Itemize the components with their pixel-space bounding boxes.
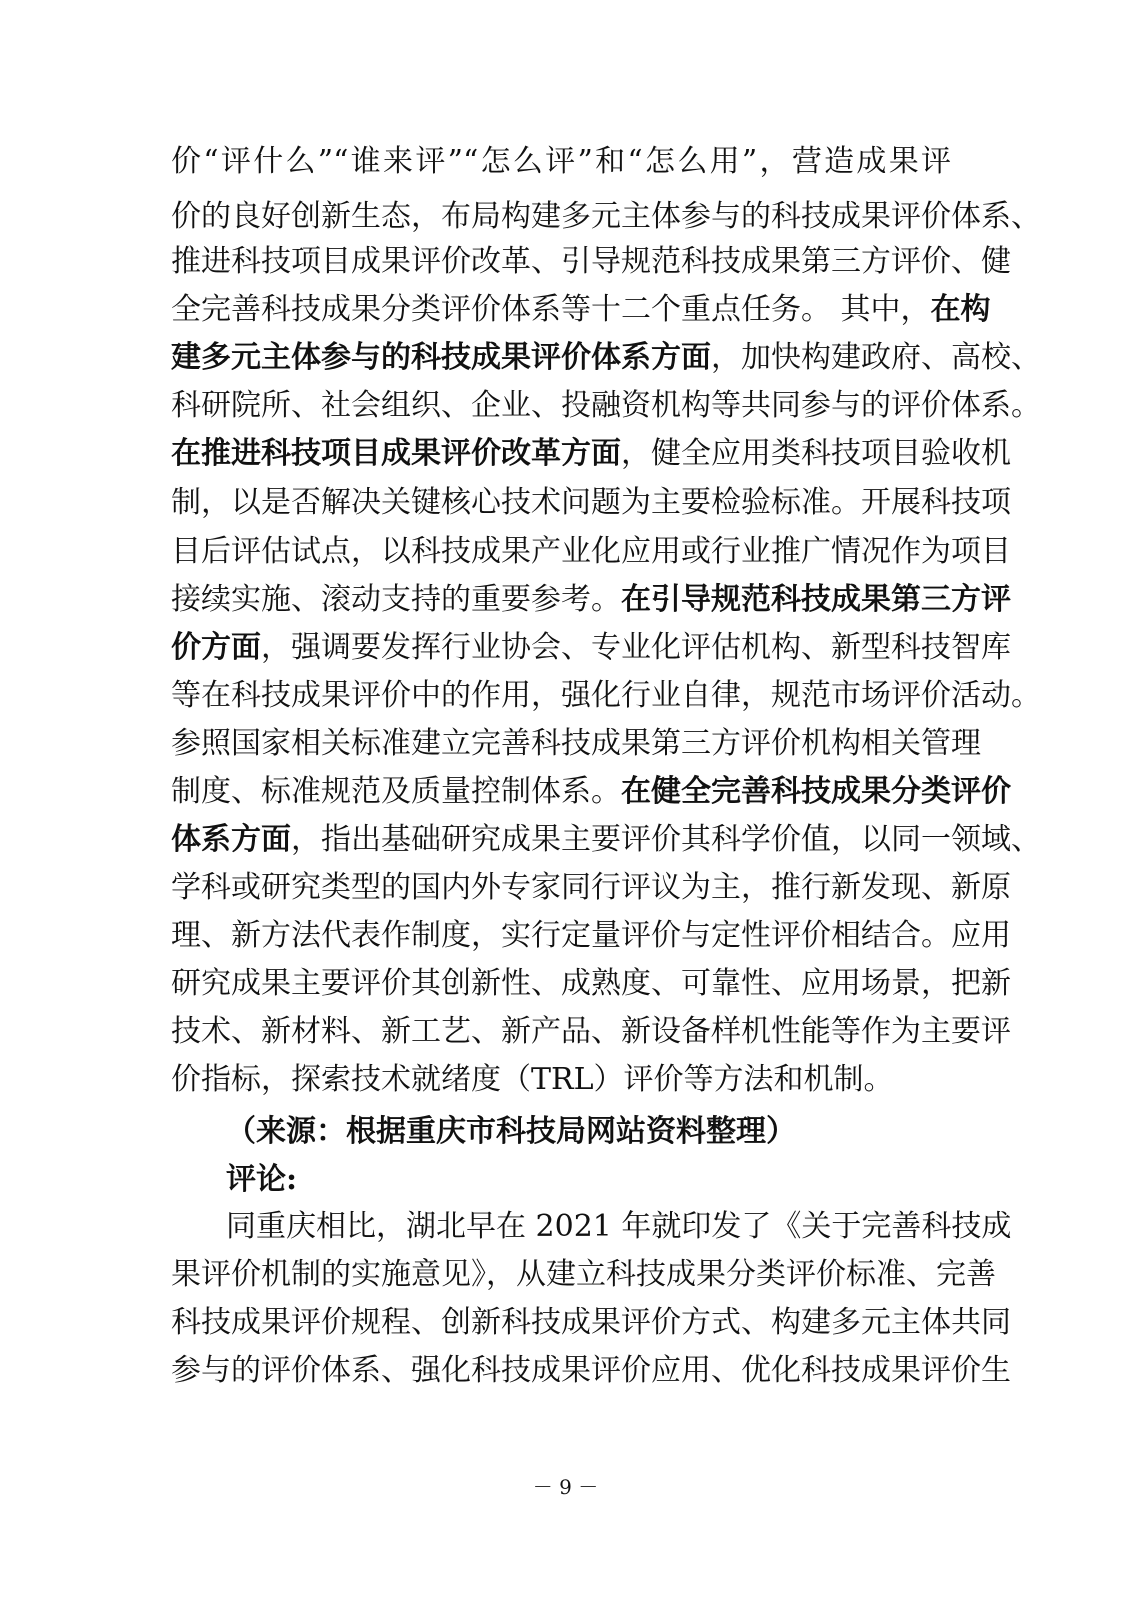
text-line: 价指标，探索技术就绪度（TRL）评价等方法和机制。 <box>171 1062 894 1097</box>
bold-text-run: 在构 <box>930 292 991 327</box>
text-run: ，加快构建政府、高校、 <box>711 340 1041 375</box>
text-line: 目后评估试点，以科技成果产业化应用或行业推广情况作为项目 <box>171 534 1011 569</box>
text-line <box>171 818 1041 862</box>
text-line: 技术、新材料、新工艺、新产品、新设备样机性能等作为主要评 <box>171 1014 1011 1049</box>
text-line: 价的良好创新生态，布局构建多元主体参与的科技成果评价体系、 <box>171 199 1041 234</box>
source-note: （来源：根据重庆市科技局网站资料整理） <box>226 1114 796 1149</box>
bold-text-run: 在推进科技项目成果评价改革方面 <box>171 436 621 471</box>
page-number: － 9 － <box>532 1475 599 1499</box>
text-line: 参与的评价体系、强化科技成果评价应用、优化科技成果评价生 <box>171 1353 1011 1388</box>
text-line: 推进科技项目成果评价改革、引导规范科技成果第三方评价、健 <box>171 244 1011 279</box>
text-line <box>171 432 1011 476</box>
text-line: 研究成果主要评价其创新性、成熟度、可靠性、应用场景，把新 <box>171 966 1011 1001</box>
text-run: 制度、标准规范及质量控制体系。 <box>171 774 621 809</box>
bold-text-run: 价方面 <box>171 630 261 665</box>
text-line: 等在科技成果评价中的作用，强化行业自律，规范市场评价活动。 <box>171 678 1041 713</box>
text-line <box>171 626 1011 670</box>
text-line <box>171 336 1041 380</box>
text-line: 学科或研究类型的国内外专家同行评议为主，推行新发现、新原 <box>171 870 1011 905</box>
bold-text-run: 建多元主体参与的科技成果评价体系方面 <box>171 340 711 375</box>
text-line <box>171 288 991 332</box>
text-line: 理、新方法代表作制度，实行定量评价与定性评价相结合。应用 <box>171 918 1011 953</box>
text-line: 同重庆相比，湖北早在 2021 年就印发了《关于完善科技成 <box>226 1209 1012 1244</box>
bold-text-run: 在引导规范科技成果第三方评 <box>621 582 1011 617</box>
text-line: 科技成果评价规程、创新科技成果评价方式、构建多元主体共同 <box>171 1305 1011 1340</box>
text-line: 制，以是否解决关键核心技术问题为主要检验标准。开展科技项 <box>171 485 1011 520</box>
comment-heading: 评论: <box>226 1162 298 1197</box>
text-line: 参照国家相关标准建立完善科技成果第三方评价机构相关管理 <box>171 726 981 761</box>
text-line: 果评价机制的实施意见》，从建立科技成果分类评价标准、完善 <box>171 1257 996 1292</box>
text-line: 价“评什么”“谁来评”“怎么评”和“怎么用”，营造成果评 <box>171 144 951 179</box>
text-run: ，指出基础研究成果主要评价其科学价值，以同一领域、 <box>291 822 1041 857</box>
text-run: ，强调要发挥行业协会、专业化评估机构、新型科技智库 <box>261 630 1011 665</box>
bold-text-run: 体系方面 <box>171 822 291 857</box>
text-line <box>171 770 1011 814</box>
text-line <box>171 578 1011 622</box>
text-line: 科研院所、社会组织、企业、投融资机构等共同参与的评价体系。 <box>171 388 1041 423</box>
bold-text-run: 在健全完善科技成果分类评价 <box>621 774 1011 809</box>
text-run: 接续实施、滚动支持的重要参考。 <box>171 582 621 617</box>
text-run: ，健全应用类科技项目验收机 <box>621 436 1011 471</box>
text-run: 全完善科技成果分类评价体系等十二个重点任务。 其中， <box>171 292 931 327</box>
